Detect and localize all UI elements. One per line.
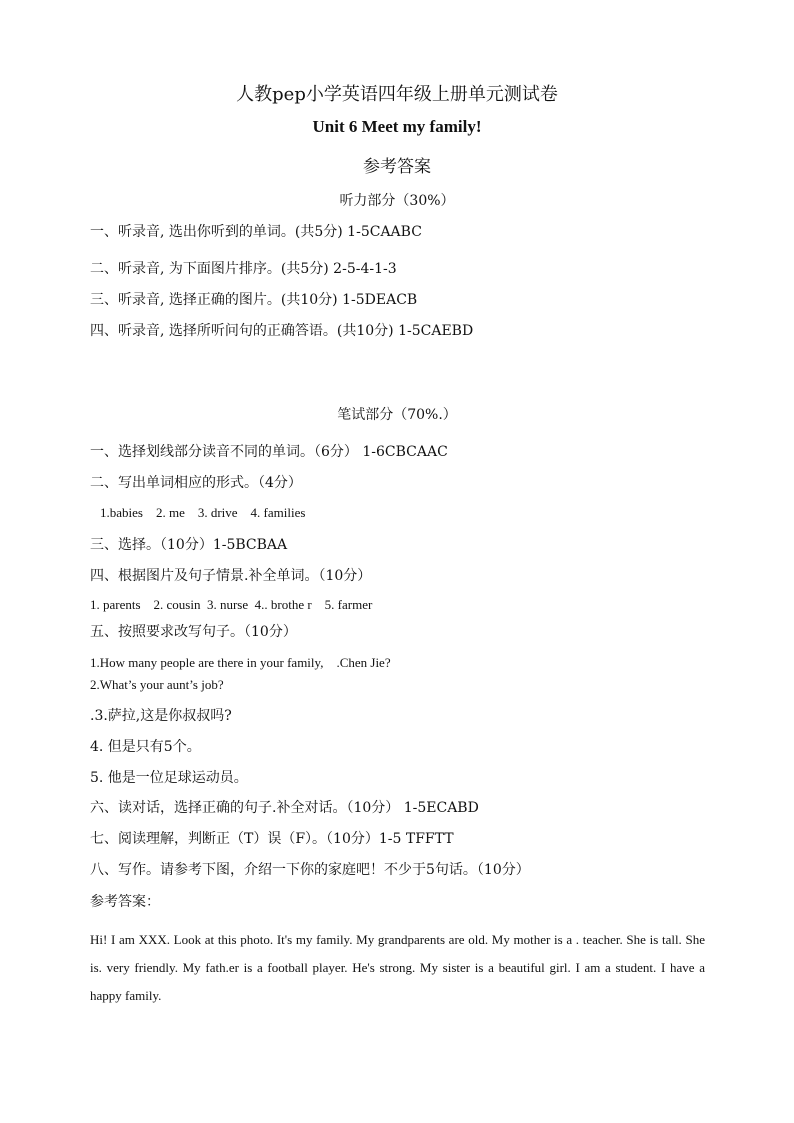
writing-q4-answer: 1. parents 2. cousin 3. nurse 4.. brothe r 5. farmer: [90, 597, 373, 612]
listening-heading: 听力部分（30%）: [339, 193, 455, 209]
writing-q6: 六、读对话，选择正确的句子.补全对话。（10分） 1-5ECABD: [90, 800, 479, 816]
listening-item-3: 三、听录音, 选择正确的图片。(共10分) 1-5DEACB: [90, 292, 418, 308]
writing-q5-line2: 2.What’s your aunt’s job?: [90, 677, 224, 692]
writing-q5-line4: 4. 但是只有5个。: [90, 739, 201, 755]
writing-q1: 一、选择划线部分读音不同的单词。（6分） 1-6CBCAAC: [90, 444, 448, 460]
writing-q4: 四、根据图片及句子情景.补全单词。（10分）: [90, 568, 372, 584]
unit-subtitle: Unit 6 Meet my family!: [312, 117, 482, 136]
writing-q5-line1: 1.How many people are there in your family, .Chen Jie?: [90, 655, 391, 670]
listening-item-2: 二、听录音, 为下面图片排序。(共5分) 2-5-4-1-3: [90, 261, 397, 277]
essay-answer: Hi! I am XXX. Look at this photo. It's my family. My grandparents are old. My mother is a . teacher. She is tall. She is. very friendly. My fath.er is a football player. He's strong. My sister is a beautiful girl. I am a student. I have a happy family.: [90, 932, 705, 1003]
reference-label: 参考答案：: [90, 894, 160, 910]
writing-q2: 二、写出单词相应的形式。（4分）: [90, 475, 302, 491]
listening-item-1: 一、听录音, 选出你听到的单词。(共5分) 1-5CAABC: [90, 224, 422, 240]
writing-q8: 八、写作。请参考下图，介绍一下你的家庭吧！不少于5句话。（10分）: [90, 862, 530, 878]
writing-q5-line5: 5. 他是一位足球运动员。: [90, 770, 248, 786]
writing-q5: 五、按照要求改写句子。（10分）: [90, 624, 297, 640]
document-title: 人教pep小学英语四年级上册单元测试卷: [236, 84, 558, 105]
answer-heading: 参考答案: [363, 157, 431, 177]
writing-q3: 三、选择。（10分）1-5BCBAA: [90, 537, 288, 553]
writing-heading: 笔试部分（70%.）: [337, 407, 457, 423]
writing-q7: 七、阅读理解，判断正（T）误（F）。（10分）1-5 TFFTT: [90, 831, 454, 847]
writing-q5-line3: .3.萨拉,这是你叔叔吗?: [90, 708, 232, 724]
writing-q2-answer: 1.babies 2. me 3. drive 4. families: [100, 505, 306, 520]
listening-item-4: 四、听录音, 选择所听问句的正确答语。(共10分) 1-5CAEBD: [90, 323, 474, 339]
